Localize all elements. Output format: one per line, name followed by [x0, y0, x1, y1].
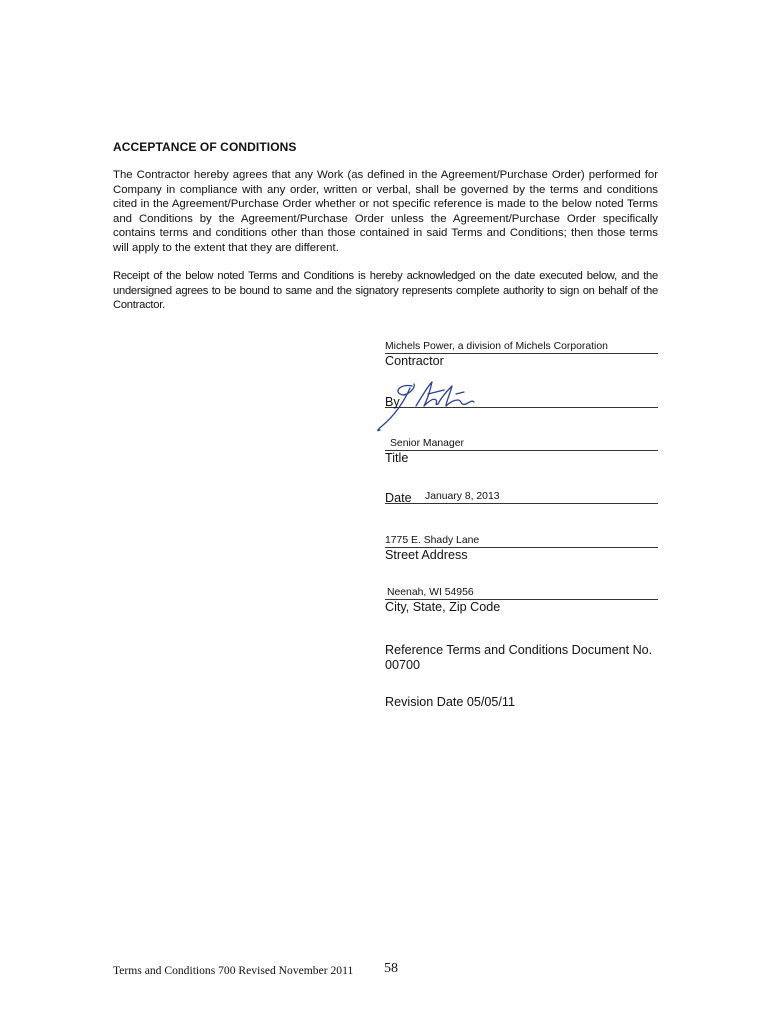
page-title: ACCEPTANCE OF CONDITIONS [113, 140, 297, 154]
date-value: January 8, 2013 [425, 491, 500, 502]
title-field [385, 436, 658, 466]
title-value: Senior Manager [390, 438, 464, 449]
city-value: Neenah, WI 54956 [387, 587, 474, 598]
date-line [385, 489, 658, 504]
street-line [385, 533, 658, 548]
page-number: 58 [384, 961, 398, 976]
title-line [385, 436, 658, 451]
contractor-label: Contractor [385, 354, 444, 368]
footer-text: Terms and Conditions 700 Revised November 2011 [113, 964, 354, 977]
by-label: By [385, 395, 400, 409]
date-label: Date [385, 491, 412, 505]
date-field [385, 489, 658, 504]
contractor-field [385, 339, 658, 369]
street-label: Street Address [385, 548, 468, 562]
title-label: Title [385, 451, 409, 465]
handwritten-signature [372, 376, 477, 434]
city-line [385, 585, 658, 600]
street-field [385, 533, 658, 563]
contractor-value: Michels Power, a division of Michels Corporation [385, 341, 608, 352]
contractor-line [385, 339, 658, 354]
city-label: City, State, Zip Code [385, 600, 501, 614]
city-field [385, 585, 658, 615]
reference-text: Reference Terms and Conditions Document No. 00700 [385, 643, 653, 672]
acceptance-paragraph: The Contractor hereby agrees that any Work (as defined in the Agreement/Purchase Order) performed for Company in compliance with any order, written or verbal, shall be governed by the terms and conditions cited in the Agreement/Purchase Order whether or not specific reference is made to the below noted Terms and Conditions by the Agreement/Purchase Order unless the Agreement/Purchase Order specifically contains terms and conditions other than those contained in said Terms and Conditions; then those terms will apply to the extent that they are different. [113, 169, 658, 254]
street-value: 1775 E. Shady Lane [385, 535, 480, 546]
receipt-paragraph: Receipt of the below noted Terms and Conditions is hereby acknowledged on the date executed below, and the undersigned agrees to be bound to same and the signatory represents complete authority to sign on behalf of the Contractor. [113, 270, 658, 312]
revision-text: Revision Date 05/05/11 [385, 695, 515, 709]
